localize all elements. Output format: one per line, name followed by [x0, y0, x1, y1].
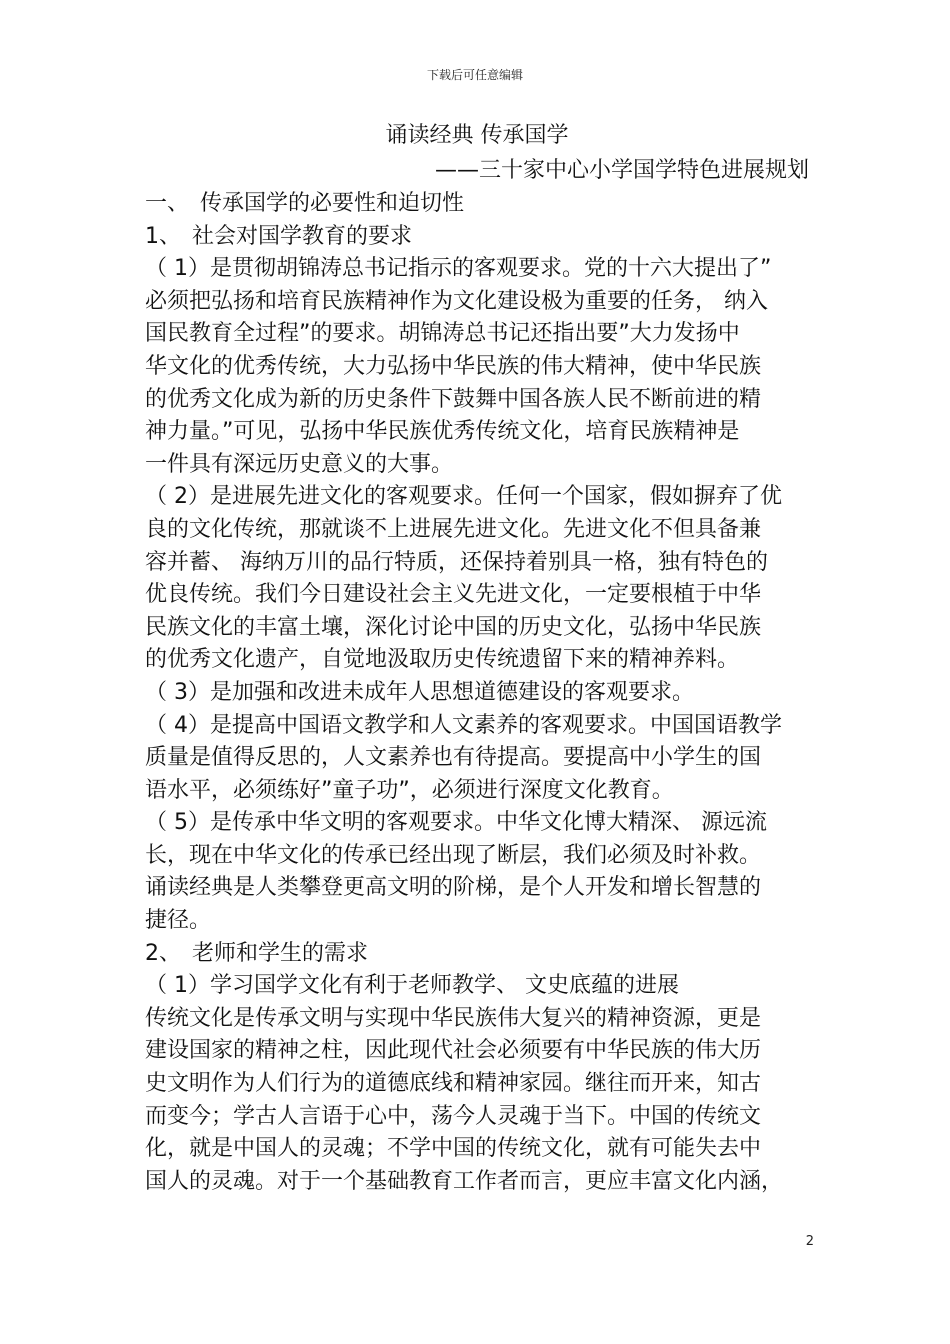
text-line: （ 3）是加强和改进未成年人思想道德建设的客观要求。	[145, 679, 694, 705]
text-line: 1、 社会对国学教育的要求	[145, 223, 412, 249]
document-lines	[145, 188, 809, 1198]
text-line: 质量是值得反思的，人文素养也有待提高。要提高中小学生的国	[145, 745, 762, 771]
text-line: 的优秀文化遗产，自觉地汲取历史传统遗留下来的精神养料。	[145, 647, 740, 673]
text-line: 诵读经典是人类攀登更高文明的阶梯，是个人开发和增长智慧的	[145, 875, 762, 901]
text-line: （ 1）是贯彻胡锦涛总书记指示的客观要求。党的十六大提出了”	[145, 256, 772, 282]
text-line: 国民教育全过程”的要求。胡锦涛总书记还指出要”大力发扬中	[145, 321, 740, 347]
text-line: 良的文化传统，那就谈不上进展先进文化。先进文化不但具备兼	[145, 516, 762, 542]
text-line: 传统文化是传承文明与实现中华民族伟大复兴的精神资源，更是	[145, 1005, 762, 1031]
text-line: 国人的灵魂。对于一个基础教育工作者而言，更应丰富文化内涵，	[145, 1168, 784, 1194]
text-line: 的优秀文化成为新的历史条件下鼓舞中国各族人民不断前进的精	[145, 386, 762, 412]
text-line: 一件具有深远历史意义的大事。	[145, 451, 454, 477]
text-line: 神力量。”可见，弘扬中华民族优秀传统文化，培育民族精神是	[145, 419, 740, 445]
text-line: 建设国家的精神之柱，因此现代社会必须要有中华民族的伟大历	[145, 1038, 762, 1064]
text-line: 华文化的优秀传统，大力弘扬中华民族的伟大精神，使中华民族	[145, 353, 762, 379]
text-line: 2、 老师和学生的需求	[145, 940, 368, 966]
text-line: 史文明作为人们行为的道德底线和精神家园。继往而开来，知古	[145, 1071, 762, 1097]
document-body	[145, 118, 809, 1198]
text-line: 化，就是中国人的灵魂；不学中国的传统文化，就有可能失去中	[145, 1136, 762, 1162]
text-line: 语水平，必须练好”童子功”，必须进行深度文化教育。	[145, 777, 674, 803]
text-line: 必须把弘扬和培育民族精神作为文化建设极为重要的任务， 纳入	[145, 288, 768, 314]
text-line: 容并蓄、 海纳万川的品行特质，还保持着别具一格，独有特色的	[145, 549, 768, 575]
page-number: 2	[805, 1234, 814, 1249]
page-header-note: 下载后可任意编辑	[426, 68, 523, 82]
text-line: 优良传统。我们今日建设社会主义先进文化，一定要根植于中华	[145, 582, 762, 608]
text-line: （ 4）是提高中国语文教学和人文素养的客观要求。中国国语教学	[145, 712, 782, 738]
text-line: 一、 传承国学的必要性和迫切性	[145, 191, 465, 216]
text-line: （ 2）是进展先进文化的客观要求。任何一个国家，假如摒弃了优	[145, 484, 782, 510]
text-line: （ 1）学习国学文化有利于老师教学、 文史底蕴的进展	[145, 973, 679, 999]
text-line: 捷径。	[145, 908, 212, 934]
document-subtitle: ——三十家中心小学国学特色进展规划	[434, 158, 809, 183]
document-title: 诵读经典 传承国学	[385, 123, 569, 148]
text-line: 而变今；学古人言语于心中，荡今人灵魂于当下。中国的传统文	[145, 1103, 762, 1129]
text-line: （ 5）是传承中华文明的客观要求。中华文化博大精深、 源远流	[145, 810, 767, 836]
text-line: 长，现在中华文化的传承已经出现了断层，我们必须及时补救。	[145, 842, 762, 868]
text-line: 民族文化的丰富土壤，深化讨论中国的历史文化，弘扬中华民族	[145, 614, 762, 640]
